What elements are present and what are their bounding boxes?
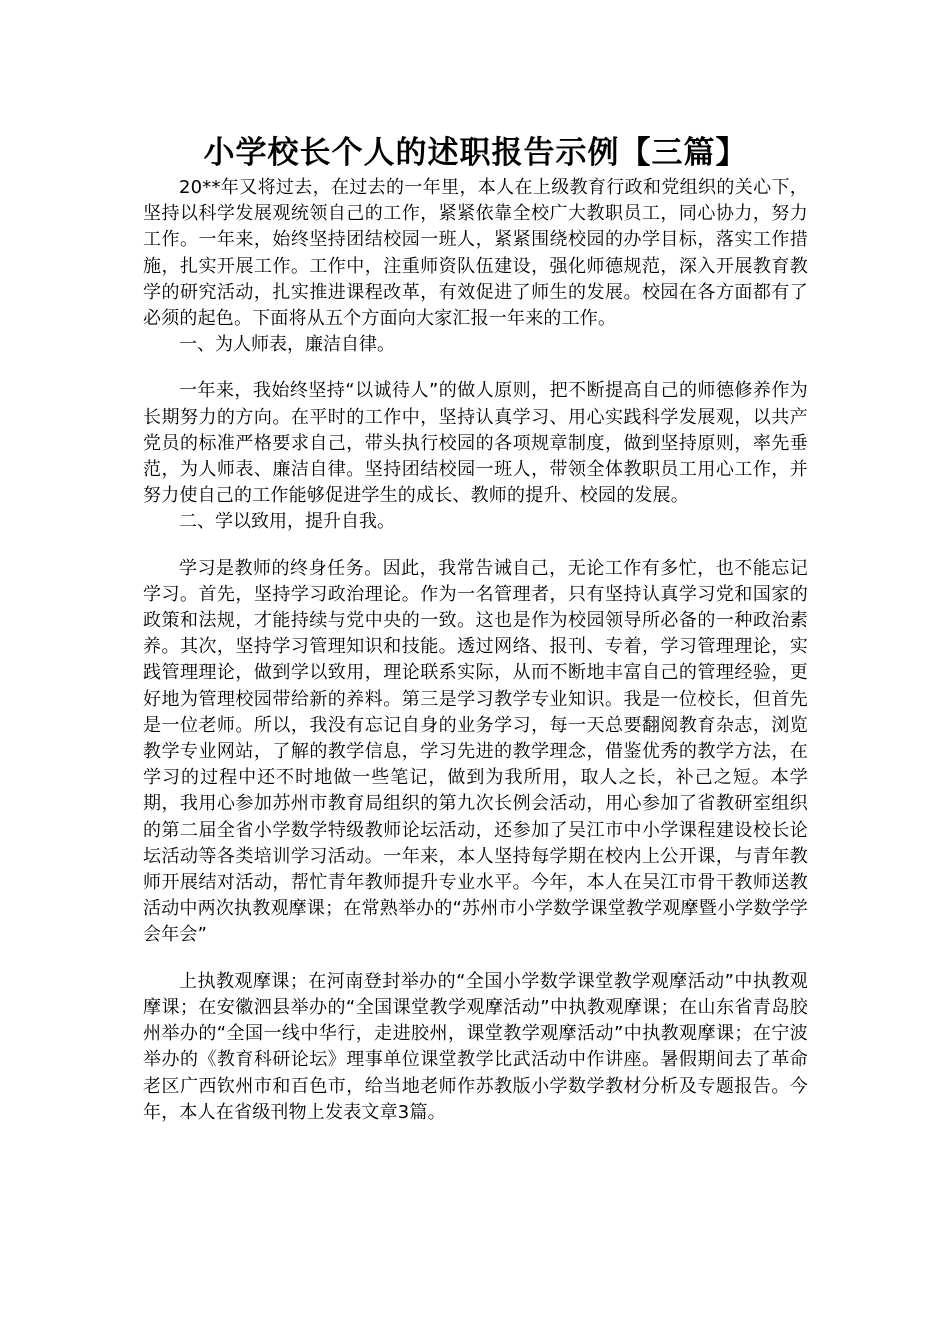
section-heading-1: 一、为人师表，廉洁自律。 xyxy=(179,334,395,356)
intro-paragraph: 20**年又将过去，在过去的一年里，本人在上级教育行政和党组织的关心下，坚持以科学发展观统领自己的工作，紧紧依靠全校广大教职员工，同心协力，努力工作。一年来，始终坚持团结校园一班人，紧紧围绕校园的办学目标，落实工作措施，扎实开展工作。工作中，注重师资队伍建设，强化师德规范，深入开展教育教学的研究活动，扎实推进课程改革，有效促进了师生的发展。校园在各方面都有了必须的起色。下面将从五个方面向大家汇报一年来的工作。 xyxy=(143,177,808,330)
section-heading-2: 二、学以致用，提升自我。 xyxy=(179,511,395,533)
document-page xyxy=(143,133,808,1126)
section-body-2-continued: 上执教观摩课；在河南登封举办的“全国小学数学课堂教学观摩活动”中执教观摩课；在安徽泗县举办的“全国课堂教学观摩活动”中执教观摩课；在山东省青岛胶州举办的“全国一线中华行，走进胶州，课堂教学观摩活动”中执教观摩课；在宁波举办的《教育科研论坛》理事单位课堂教学比武活动中作讲座。暑假期间去了革命老区广西钦州市和百色市，给当地老师作苏教版小学数学教材分析及专题报告。今年，本人在省级刊物上发表文章3篇。 xyxy=(143,970,808,1123)
section-body-1: 一年来，我始终坚持“以诚待人”的做人原则，把不断提高自己的师德修养作为长期努力的方向。在平时的工作中，坚持认真学习、用心实践科学发展观，以共产党员的标准严格要求自己，带头执行校园的各项规章制度，做到坚持原则，率先垂范，为人师表、廉洁自律。坚持团结校园一班人，带领全体教职员工用心工作，并努力使自己的工作能够促进学生的成长、教师的提升、校园的发展。 xyxy=(143,380,808,507)
document-title: 小学校长个人的述职报告示例【三篇】 xyxy=(203,135,748,171)
section-body-2: 学习是教师的终身任务。因此，我常告诫自己，无论工作有多忙，也不能忘记学习。首先，坚持学习政治理论。作为一名管理者，只有坚持认真学习党和国家的政策和法规，才能持续与党中央的一致。这也是作为校园领导所必备的一种政治素养。其次，坚持学习管理知识和技能。透过网络、报刊、专着，学习管理理论，实践管理理论，做到学以致用，理论联系实际，从而不断地丰富自己的管理经验，更好地为管理校园带给新的养料。第三是学习教学专业知识。我是一位校长，但首先是一位老师。所以，我没有忘记自身的业务学习，每一天总要翻阅教育杂志，浏览教学专业网站，了解的教学信息，学习先进的教学理念，借鉴优秀的教学方法，在学习的过程中还不时地做一些笔记，做到为我所用，取人之长，补己之短。本学期，我用心参加苏州市教育局组织的第九次长例会活动，用心参加了省教研室组织的第二届全省小学数学特级教师论坛活动，还参加了吴江市中小学课程建设校长论坛活动等各类培训学习活动。一年来，本人坚持每学期在校内上公开课，与青年教师开展结对活动，帮忙青年教师提升专业水平。今年，本人在吴江市骨干教师送教活动中两次执教观摩课；在常熟举办的“苏州市小学数学课堂教学观摩暨小学数学学会年会” xyxy=(143,557,808,946)
